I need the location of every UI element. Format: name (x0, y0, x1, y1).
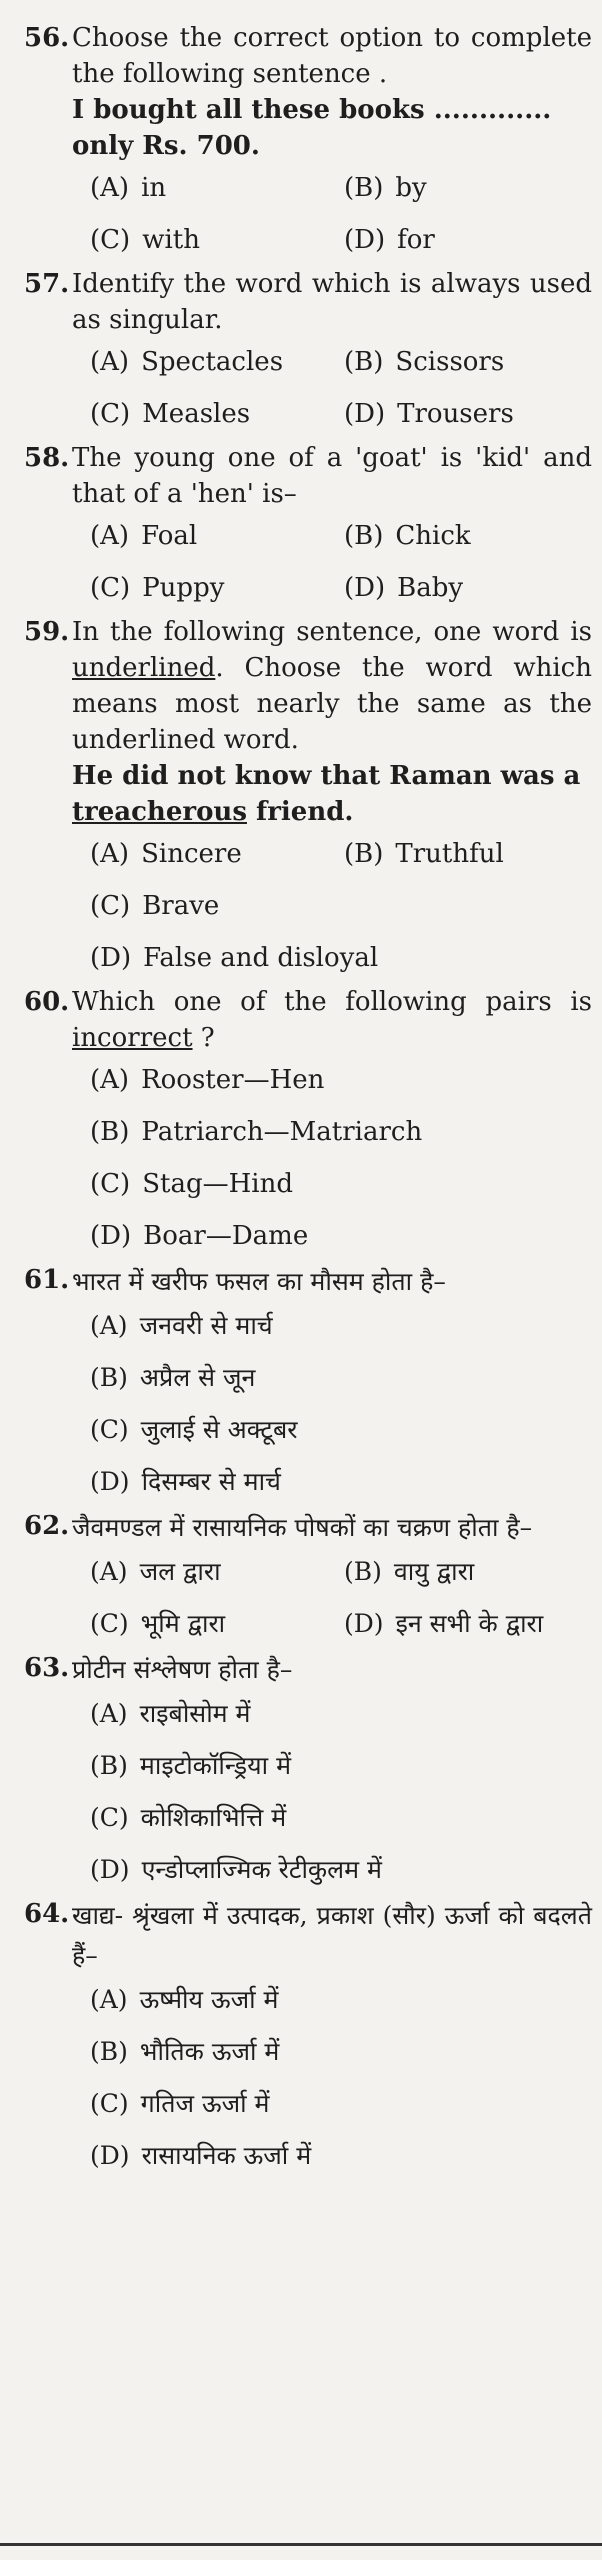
option-c (90, 222, 344, 258)
option-text: इन सभी के द्वारा (395, 1609, 544, 1638)
question-text: भारत में खरीफ फसल का मौसम होता है– (72, 1267, 446, 1296)
option-a (90, 170, 344, 206)
option-d (344, 396, 592, 432)
option-b (90, 1748, 592, 1784)
option-text: Scissors (395, 347, 505, 377)
option-label: (B) (90, 2037, 128, 2066)
option-d (90, 2138, 592, 2174)
option-label: (C) (90, 225, 131, 255)
option-c (90, 888, 592, 924)
option-text: False and disloyal (143, 943, 379, 973)
option-text: Trousers (397, 399, 514, 429)
option-c (90, 1800, 592, 1836)
option-text: माइटोकॉन्ड्रिया में (139, 1751, 292, 1780)
option-label: (A) (90, 839, 130, 869)
question-number: 61. (24, 1265, 70, 1295)
option-text: रासायनिक ऊर्जा में (141, 2141, 312, 2170)
option-d (90, 1464, 592, 1500)
option-a (90, 1554, 344, 1590)
option-text: भौतिक ऊर्जा में (139, 2037, 280, 2066)
option-c (90, 2086, 592, 2122)
question-number: 59. (24, 617, 70, 647)
option-text: Boar—Dame (143, 1221, 309, 1251)
option-a (90, 836, 344, 872)
option-label: (D) (90, 1221, 132, 1251)
option-b (90, 2034, 592, 2070)
option-a (90, 1982, 592, 2018)
question-59 (24, 614, 592, 976)
option-d (344, 222, 592, 258)
option-d (90, 940, 592, 976)
option-label: (A) (90, 1065, 130, 1095)
option-d (90, 1852, 592, 1888)
question-61 (24, 1262, 592, 1500)
question-57 (24, 266, 592, 432)
page-bottom-rule (0, 2543, 602, 2546)
option-text: कोशिकाभित्ति में (140, 1803, 287, 1832)
option-b (344, 1554, 592, 1590)
question-number: 58. (24, 443, 70, 473)
question-text: प्रोटीन संश्लेषण होता है– (72, 1655, 293, 1684)
options (24, 518, 592, 606)
question-number: 62. (24, 1511, 70, 1541)
option-text: अप्रैल से जून (139, 1363, 256, 1392)
option-text: एन्डोप्लाज्मिक रेटीकुलम में (141, 1855, 382, 1884)
option-label: (B) (344, 1557, 382, 1586)
option-text: Measles (142, 399, 251, 429)
question-text-part: In the following sentence, one word is (72, 617, 592, 647)
question-text: जैवमण्डल में रासायनिक पोषकों का चक्रण होता है– (72, 1513, 533, 1542)
option-text: जनवरी से मार्च (139, 1311, 273, 1340)
option-label: (C) (90, 2089, 129, 2118)
option-label: (D) (90, 2141, 130, 2170)
option-label: (B) (344, 521, 384, 551)
option-label: (A) (90, 1699, 128, 1728)
option-label: (A) (90, 521, 130, 551)
option-text: वायु द्वारा (393, 1557, 475, 1586)
option-label: (C) (90, 1415, 129, 1444)
sentence-part: He did not know that Raman was a (72, 761, 581, 791)
options (24, 1308, 592, 1500)
option-text: दिसम्बर से मार्च (141, 1467, 281, 1496)
option-text: Sincere (141, 839, 242, 869)
option-b (344, 170, 592, 206)
options (24, 1696, 592, 1888)
option-text: by (395, 173, 427, 203)
options (24, 1062, 592, 1254)
option-label: (D) (90, 1467, 130, 1496)
options (24, 836, 592, 976)
option-text: for (397, 225, 435, 255)
question-number: 60. (24, 987, 70, 1017)
underlined-word: incorrect (72, 1023, 193, 1053)
option-b (344, 344, 592, 380)
option-label: (C) (90, 399, 131, 429)
option-label: (C) (90, 891, 131, 921)
option-label: (B) (344, 839, 384, 869)
question-text: खाद्य- श्रृंखला में उत्पादक, प्रकाश (सौर) ऊर्जा को बदलते हैं– (72, 1901, 592, 1970)
underlined-word: treacherous (72, 797, 247, 827)
option-label: (B) (344, 173, 384, 203)
question-text (72, 984, 592, 1056)
question-text: Identify the word which is always used as singular. (72, 269, 592, 335)
option-label: (D) (344, 573, 386, 603)
option-text: भूमि द्वारा (140, 1609, 226, 1638)
option-text: Stag—Hind (142, 1169, 293, 1199)
option-label: (A) (90, 173, 130, 203)
option-a (90, 518, 344, 554)
option-text: जुलाई से अक्टूबर (140, 1415, 298, 1444)
option-c (90, 570, 344, 606)
option-text: Chick (395, 521, 471, 551)
option-b (90, 1114, 592, 1150)
option-text: Truthful (395, 839, 504, 869)
options (24, 170, 592, 258)
option-text: with (142, 225, 200, 255)
option-text: Puppy (142, 573, 225, 603)
question-text-part: Which one of the following pairs is (72, 987, 592, 1017)
option-label: (A) (90, 1985, 128, 2014)
option-label: (D) (344, 399, 386, 429)
option-c (90, 1166, 592, 1202)
options-column (90, 888, 592, 976)
question-number: 64. (24, 1899, 70, 1929)
option-b (344, 836, 592, 872)
option-text: जल द्वारा (139, 1557, 221, 1586)
option-d (90, 1218, 592, 1254)
option-text: Spectacles (141, 347, 284, 377)
option-text: Patriarch—Matriarch (141, 1117, 423, 1147)
option-label: (D) (90, 943, 132, 973)
question-text: Choose the correct option to complete the following sentence . (72, 23, 592, 89)
option-text: गतिज ऊर्जा में (140, 2089, 270, 2118)
option-text: Brave (142, 891, 220, 921)
option-label: (D) (344, 1609, 384, 1638)
option-label: (B) (90, 1751, 128, 1780)
option-text: राइबोसोम में (139, 1699, 251, 1728)
question-58 (24, 440, 592, 606)
question-62 (24, 1508, 592, 1642)
option-a (90, 1062, 592, 1098)
question-number: 57. (24, 269, 70, 299)
option-label: (A) (90, 1557, 128, 1586)
question-sentence (24, 758, 592, 830)
question-56 (24, 20, 592, 258)
question-64 (24, 1896, 592, 2174)
option-label: (C) (90, 573, 131, 603)
option-b (344, 518, 592, 554)
options (24, 1982, 592, 2174)
option-label: (C) (90, 1803, 129, 1832)
option-a (90, 1308, 592, 1344)
option-text: in (141, 173, 167, 203)
question-text: The young one of a 'goat' is 'kid' and that of a 'hen' is– (72, 443, 592, 509)
option-text: Foal (141, 521, 198, 551)
option-c (90, 1412, 592, 1448)
option-text: Baby (397, 573, 464, 603)
option-text: Rooster—Hen (141, 1065, 325, 1095)
option-d (344, 570, 592, 606)
question-sentence: I bought all these books ............. only Rs. 700. (72, 95, 552, 161)
option-label: (A) (90, 1311, 128, 1340)
question-text (72, 614, 592, 758)
option-label: (B) (90, 1363, 128, 1392)
options-row (90, 836, 592, 872)
options (24, 1554, 592, 1642)
option-c (90, 396, 344, 432)
option-a (90, 1696, 592, 1732)
option-label: (C) (90, 1169, 131, 1199)
question-number: 56. (24, 23, 70, 53)
option-b (90, 1360, 592, 1396)
option-text: ऊष्मीय ऊर्जा में (139, 1985, 279, 2014)
question-number: 63. (24, 1653, 70, 1683)
option-label: (B) (90, 1117, 130, 1147)
question-text-part: ? (192, 1023, 215, 1053)
underlined-word: underlined (72, 653, 216, 683)
option-a (90, 344, 344, 380)
question-text-part: . Choose the word which means most nearly the same as the underlined word. (72, 653, 592, 755)
option-label: (B) (344, 347, 384, 377)
option-c (90, 1606, 344, 1642)
option-label: (C) (90, 1609, 129, 1638)
option-label: (D) (90, 1855, 130, 1884)
option-d (344, 1606, 592, 1642)
question-63 (24, 1650, 592, 1888)
option-label: (A) (90, 347, 130, 377)
option-label: (D) (344, 225, 386, 255)
options (24, 344, 592, 432)
question-60 (24, 984, 592, 1254)
sentence-part: friend. (246, 797, 354, 827)
